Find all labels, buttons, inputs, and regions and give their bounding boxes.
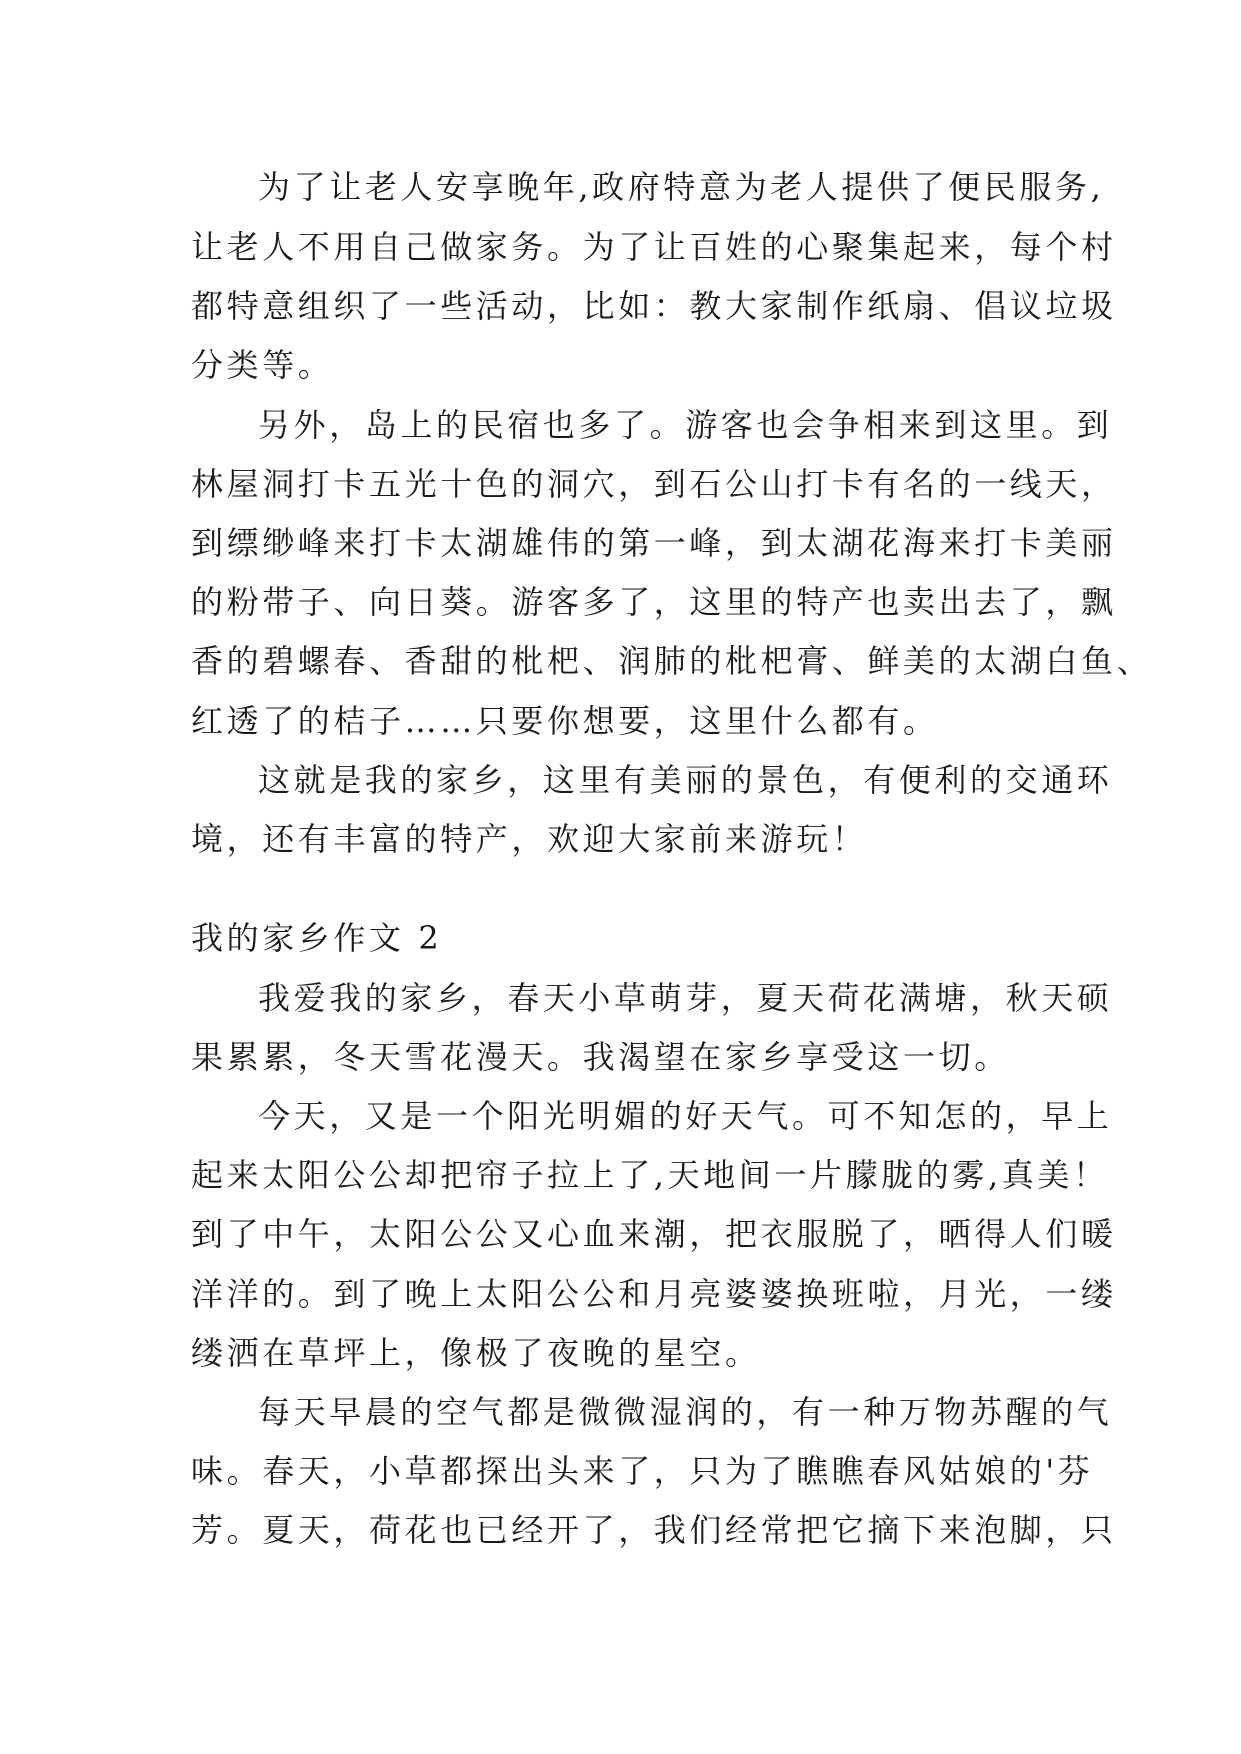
paragraph-5-line-4: 洋洋的。到了晚上太阳公公和月亮婆婆换班啦，月光，一缕 <box>191 1275 1117 1313</box>
section-heading: 我的家乡作文 2 <box>191 919 443 957</box>
paragraph-2-line-6: 红透了的桔子……只要你想要，这里什么都有。 <box>191 702 939 740</box>
paragraph-5-line-3: 到了中午，太阳公公又心血来潮，把衣服脱了，晒得人们暖 <box>191 1215 1117 1253</box>
paragraph-6-line-1: 每天早晨的空气都是微微湿润的，有一种万物苏醒的气 <box>258 1393 1113 1431</box>
paragraph-1-line-2: 让老人不用自己做家务。为了让百姓的心聚集起来，每个村 <box>191 228 1117 266</box>
paragraph-2-line-2: 林屋洞打卡五光十色的洞穴，到石公山打卡有名的一线天， <box>191 465 1117 503</box>
paragraph-5-line-2: 起来太阳公公却把帘子拉上了,天地间一片朦胧的雾,真美！ <box>191 1156 1109 1194</box>
paragraph-5-line-1: 今天，又是一个阳光明媚的好天气。可不知怎的，早上 <box>258 1097 1113 1135</box>
paragraph-3-line-2: 境，还有丰富的特产，欢迎大家前来游玩！ <box>191 820 868 858</box>
paragraph-6-line-3: 芳。夏天，荷花也已经开了，我们经常把它摘下来泡脚，只 <box>191 1511 1117 1549</box>
paragraph-4-line-2: 果累累，冬天雪花漫天。我渴望在家乡享受这一切。 <box>191 1038 1010 1076</box>
paragraph-5-line-5: 缕洒在草坪上，像极了夜晚的星空。 <box>191 1334 761 1372</box>
paragraph-2-line-5: 香的碧螺春、香甜的枇杷、润肺的枇杷膏、鲜美的太湖白鱼、 <box>191 642 1153 680</box>
paragraph-1-line-4: 分类等。 <box>191 346 334 384</box>
paragraph-6-line-2: 味。春天，小草都探出头来了，只为了瞧瞧春风姑娘的'芬 <box>191 1452 1094 1490</box>
paragraph-2-line-4: 的粉带子、向日葵。游客多了，这里的特产也卖出去了，飘 <box>191 583 1117 621</box>
paragraph-1-line-1: 为了让老人安享晚年,政府特意为老人提供了便民服务, <box>258 168 1105 206</box>
paragraph-3-line-1: 这就是我的家乡，这里有美丽的景色，有便利的交通环 <box>258 761 1113 799</box>
paragraph-2-line-1: 另外，岛上的民宿也多了。游客也会争相来到这里。到 <box>258 406 1113 444</box>
paragraph-1-line-3: 都特意组织了一些活动，比如：教大家制作纸扇、倡议垃圾 <box>191 287 1117 325</box>
paragraph-4-line-1: 我爱我的家乡，春天小草萌芽，夏天荷花满塘，秋天硕 <box>258 979 1113 1017</box>
paragraph-2-line-3: 到缥缈峰来打卡太湖雄伟的第一峰，到太湖花海来打卡美丽 <box>191 524 1117 562</box>
